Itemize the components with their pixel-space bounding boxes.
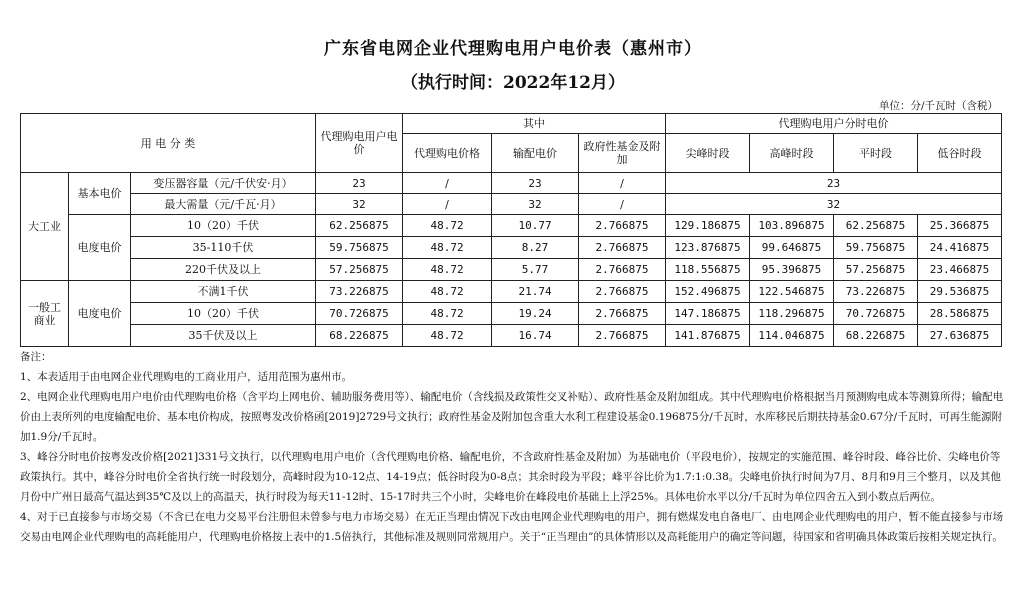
voltage-label: 10（20）千伏: [131, 303, 316, 325]
cell-price: 70.726875: [316, 303, 403, 325]
energy-price-label: 电度电价: [69, 281, 131, 347]
cell-trans: 23: [492, 173, 579, 194]
note-1: 1、本表适用于由电网企业代理购电的工商业用户，适用范围为惠州市。: [20, 371, 353, 383]
large-industry-label: 大工业: [21, 173, 69, 281]
cell-peak: 118.556875: [666, 259, 750, 281]
cell-peak: 147.186875: [666, 303, 750, 325]
cell-high: 118.296875: [750, 303, 834, 325]
voltage-label: 不满1千伏: [131, 281, 316, 303]
cell-high: 114.046875: [750, 325, 834, 347]
voltage-label: 35千伏及以上: [131, 325, 316, 347]
cell-price: 59.756875: [316, 237, 403, 259]
cell-price: 32: [316, 194, 403, 215]
cell-fund: /: [579, 194, 666, 215]
cell-tou-merged: 32: [666, 194, 1002, 215]
price-table: [20, 113, 1002, 347]
notes-section: [20, 347, 1005, 547]
cell-agent: 48.72: [403, 281, 492, 303]
cell-flat: 57.256875: [834, 259, 918, 281]
cell-peak: 129.186875: [666, 215, 750, 237]
cell-trans: 32: [492, 194, 579, 215]
basic-price-label: 基本电价: [69, 173, 131, 215]
cell-tou-merged: 23: [666, 173, 1002, 194]
cell-agent: 48.72: [403, 325, 492, 347]
cell-high: 99.646875: [750, 237, 834, 259]
note-3: 3、峰谷分时电价按粤发改价格[2021]331号文执行，以代理购电用户电价（含代理购电价格、输配电价，不含政府性基金及附加）为基础电价（平段电价），按规定的实施范围、峰谷时段、峰谷比价、尖峰电价等政策执行。其中，峰谷分时电价全省执行统一时段划分，高峰时段为10-12点、14-19点；低谷时段为0-8点；其余时段为平段；峰平谷比价为1.7:1:0.38。尖峰电价执行时间为7月、8月和9月三个整月，以及其他月份中广州日最高气温达到35℃及以上的高温天，执行时段为每天11-12时、15-17时共三个小时，尖峰电价在峰段电价基础上上浮25%。具体电价水平以分/千瓦时为单位四舍五入到小数点后两位。: [20, 451, 1001, 503]
cell-trans: 19.24: [492, 303, 579, 325]
cell-fund: 2.766875: [579, 281, 666, 303]
cell-price: 68.226875: [316, 325, 403, 347]
page-subtitle: （执行时间：2022年12月）: [401, 73, 625, 93]
voltage-label: 10（20）千伏: [131, 215, 316, 237]
cell-fund: /: [579, 173, 666, 194]
cell-valley: 28.586875: [918, 303, 1002, 325]
header-agent-purchase: 代理购电价格: [403, 134, 492, 173]
cell-valley: 29.536875: [918, 281, 1002, 303]
cell-agent: /: [403, 194, 492, 215]
header-peak: 尖峰时段: [666, 134, 750, 173]
cell-peak: 123.876875: [666, 237, 750, 259]
header-gov-fund: 政府性基金及附加: [579, 134, 666, 173]
cell-valley: 25.366875: [918, 215, 1002, 237]
energy-price-label: 电度电价: [69, 215, 131, 281]
header-agent-price: 代理购电用户电价: [316, 114, 403, 173]
cell-valley: 27.636875: [918, 325, 1002, 347]
cell-high: 103.896875: [750, 215, 834, 237]
cell-trans: 10.77: [492, 215, 579, 237]
cell-flat: 68.226875: [834, 325, 918, 347]
cell-price: 23: [316, 173, 403, 194]
cell-high: 122.546875: [750, 281, 834, 303]
table-row: [21, 173, 1002, 194]
header-tou-group: 代理购电用户分时电价: [666, 114, 1002, 134]
capacity-label: 变压器容量（元/千伏安·月）: [131, 173, 316, 194]
cell-fund: 2.766875: [579, 237, 666, 259]
cell-flat: 62.256875: [834, 215, 918, 237]
demand-label: 最大需量（元/千瓦·月）: [131, 194, 316, 215]
header-transmission: 输配电价: [492, 134, 579, 173]
table-row: [21, 259, 1002, 281]
header-high: 高峰时段: [750, 134, 834, 173]
table-row: [21, 303, 1002, 325]
cell-trans: 16.74: [492, 325, 579, 347]
cell-agent: 48.72: [403, 215, 492, 237]
table-row: [21, 237, 1002, 259]
cell-price: 57.256875: [316, 259, 403, 281]
cell-valley: 23.466875: [918, 259, 1002, 281]
voltage-label: 220千伏及以上: [131, 259, 316, 281]
cell-trans: 8.27: [492, 237, 579, 259]
cell-fund: 2.766875: [579, 215, 666, 237]
cell-peak: 141.876875: [666, 325, 750, 347]
cell-fund: 2.766875: [579, 259, 666, 281]
cell-agent: 48.72: [403, 237, 492, 259]
cell-flat: 59.756875: [834, 237, 918, 259]
cell-agent: 48.72: [403, 259, 492, 281]
voltage-label: 35-110千伏: [131, 237, 316, 259]
cell-agent: /: [403, 173, 492, 194]
cell-high: 95.396875: [750, 259, 834, 281]
cell-flat: 70.726875: [834, 303, 918, 325]
note-4: 4、对于已直接参与市场交易（不含已在电力交易平台注册但未曾参与电力市场交易）在无正当理由情况下改由电网企业代理购电的用户，拥有燃煤发电自备电厂、由电网企业代理购电的用户，暂不能直接参与市场交易由电网企业代理购电的高耗能用户，代理购电价格按上表中的1.5倍执行，其他标准及规则同常规用户。关于“正当理由”的具体情形以及高耗能用户的确定等问题，待国家和省明确具体政策后按相关规定执行。: [20, 511, 1004, 543]
table-row: [21, 215, 1002, 237]
table-row: [21, 281, 1002, 303]
table-row: [21, 194, 1002, 215]
cell-trans: 5.77: [492, 259, 579, 281]
general-commercial-label: 一般工商业: [21, 281, 69, 347]
cell-flat: 73.226875: [834, 281, 918, 303]
cell-trans: 21.74: [492, 281, 579, 303]
table-row: [21, 325, 1002, 347]
page-title: 广东省电网企业代理购电用户电价表（惠州市）: [324, 39, 702, 59]
header-valley: 低谷时段: [918, 134, 1002, 173]
cell-peak: 152.496875: [666, 281, 750, 303]
cell-fund: 2.766875: [579, 303, 666, 325]
cell-agent: 48.72: [403, 303, 492, 325]
cell-price: 73.226875: [316, 281, 403, 303]
cell-price: 62.256875: [316, 215, 403, 237]
cell-valley: 24.416875: [918, 237, 1002, 259]
notes-heading: 备注：: [20, 351, 52, 363]
cell-fund: 2.766875: [579, 325, 666, 347]
header-flat: 平时段: [834, 134, 918, 173]
header-among: 其中: [403, 114, 666, 134]
note-2: 2、电网企业代理购电用户电价由代理购电价格（含平均上网电价、辅助服务费用等）、输配电价（含线损及政策性交叉补贴）、政府性基金及附加组成。其中代理购电价格根据当月预测购电成本等测算所得；输配电价由上表所列的电度输配电价、基本电价构成，按照粤发改价格函[2019]2729号文执行；政府性基金及附加包含重大水利工程建设基金0.196875分/千瓦时，水库移民后期扶持基金0.67分/千瓦时，可再生能源附加1.9分/千瓦时。: [20, 391, 1004, 443]
header-category: 用 电 分 类: [21, 114, 316, 173]
unit-label: 单位：分/千瓦时（含税）: [878, 100, 998, 112]
